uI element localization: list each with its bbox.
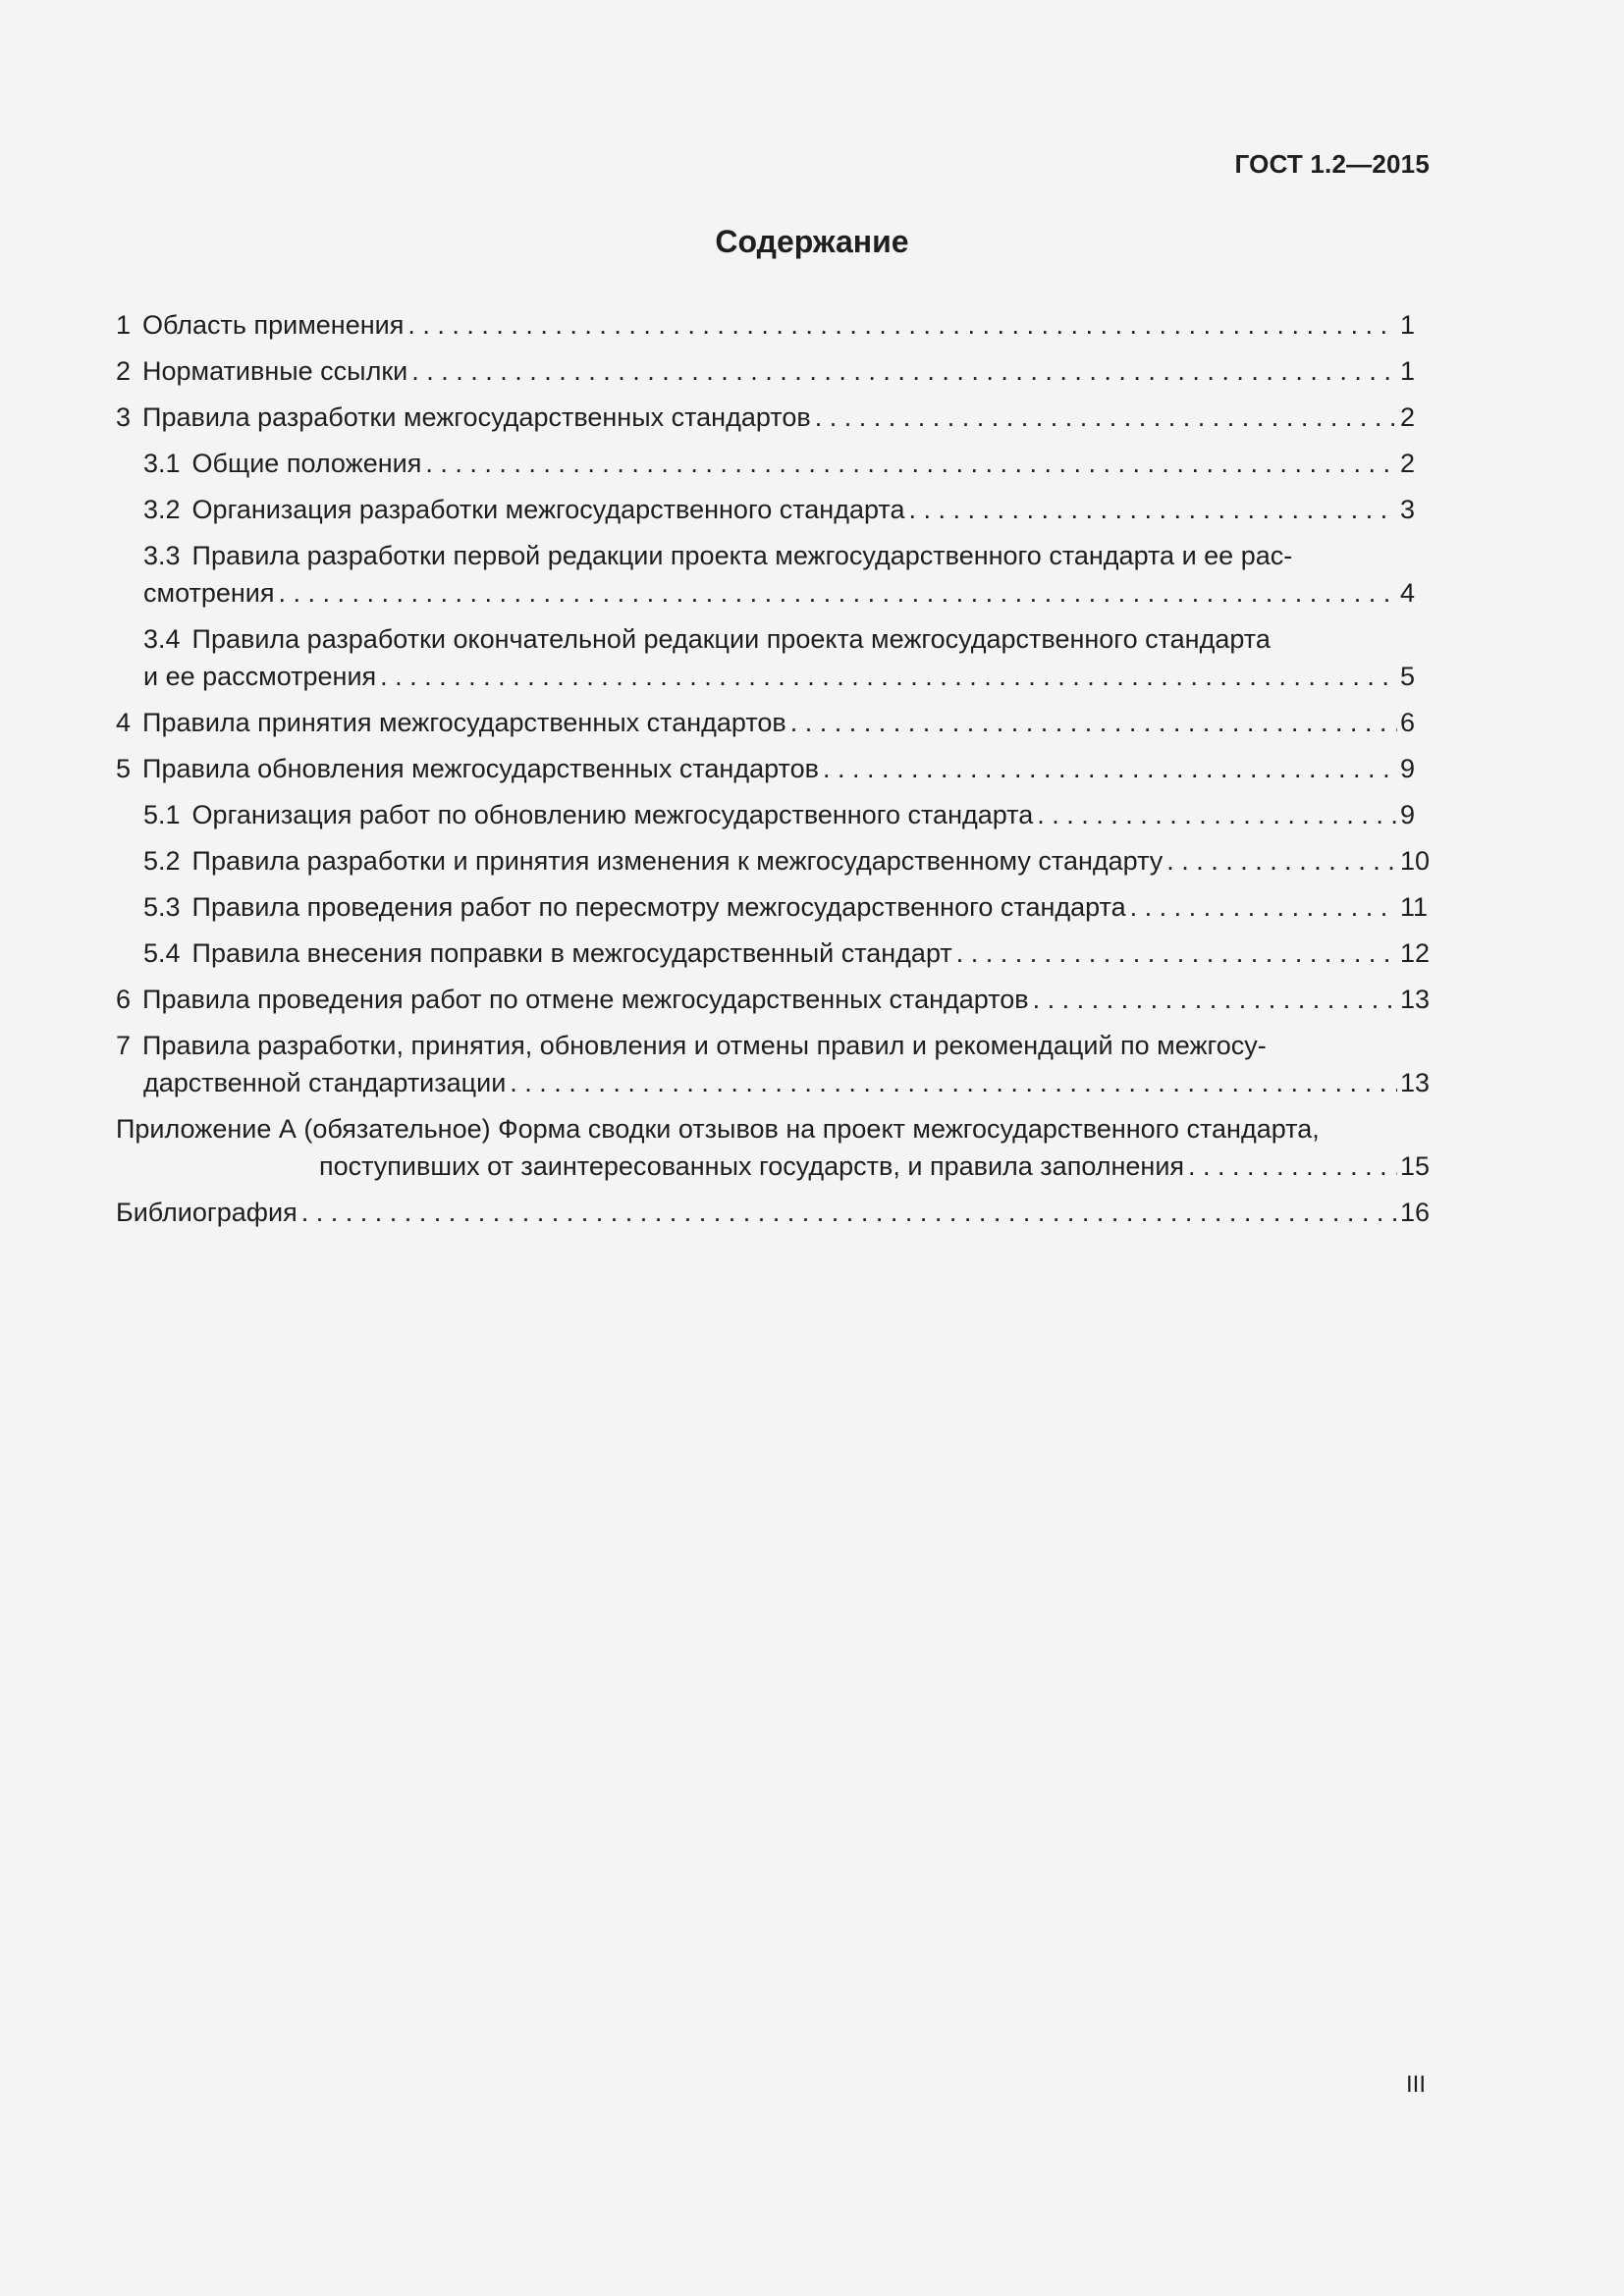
toc-entry-page: 1 bbox=[1400, 356, 1416, 386]
toc-entry-5-3[interactable] bbox=[116, 888, 1430, 926]
toc-entry-title: Правила разработки и принятия изменения к межгосударственному стандарту bbox=[191, 846, 1164, 876]
leader-dots bbox=[956, 934, 1397, 972]
leader-dots bbox=[1166, 842, 1397, 880]
toc-entry-5-1[interactable] bbox=[116, 796, 1430, 833]
toc-entry-number: 3.4 bbox=[143, 624, 181, 654]
toc-entry-4[interactable] bbox=[116, 704, 1430, 741]
toc-entry-page: 12 bbox=[1399, 938, 1430, 968]
toc-entry-title-line: Правила разработки окончательной редакции проекта межгосударственного стандарта bbox=[191, 624, 1271, 654]
toc-entry-number: 5.4 bbox=[143, 938, 181, 968]
toc-entry-title: Правила принятия межгосударственных стандартов bbox=[142, 708, 786, 737]
toc-entry-page: 10 bbox=[1399, 846, 1430, 876]
toc-entry-page: 9 bbox=[1400, 800, 1416, 829]
toc-entry-bibliography[interactable] bbox=[116, 1194, 1430, 1231]
toc-entry-page: 2 bbox=[1400, 402, 1416, 432]
toc-entry-number: 6 bbox=[116, 985, 132, 1014]
toc-entry-page: 13 bbox=[1399, 1068, 1430, 1097]
toc-entry-6[interactable] bbox=[116, 981, 1430, 1018]
toc-entry-number: 5.2 bbox=[143, 846, 181, 876]
toc-entry-page: 6 bbox=[1400, 708, 1416, 737]
leader-dots bbox=[1188, 1148, 1397, 1185]
toc-entry-title: Правила внесения поправки в межгосударственный стандарт bbox=[191, 938, 952, 968]
toc-entry-number: 2 bbox=[116, 356, 132, 386]
toc-entry-number: 7 bbox=[116, 1031, 132, 1060]
toc-entry-title-cont: и ее рассмотрения bbox=[143, 662, 377, 691]
document-code: ГОСТ 1.2—2015 bbox=[1234, 149, 1430, 179]
leader-dots bbox=[1037, 796, 1397, 833]
toc-entry-page: 2 bbox=[1400, 449, 1416, 478]
toc-entry-page: 9 bbox=[1400, 754, 1416, 783]
toc-entry-title: Правила обновления межгосударственных стандартов bbox=[142, 754, 819, 783]
toc-entry-page: 11 bbox=[1400, 892, 1429, 922]
toc-entry-title-cont: смотрения bbox=[143, 578, 275, 608]
toc-entry-title-line: Правила разработки первой редакции проекта межгосударственного стандарта и ее рас- bbox=[191, 541, 1293, 570]
toc-entry-1[interactable] bbox=[116, 306, 1430, 344]
toc-entry-title: Нормативные ссылки bbox=[142, 356, 408, 386]
toc-entry-title-cont: дарственной стандартизации bbox=[143, 1068, 507, 1097]
toc-entry-2[interactable] bbox=[116, 352, 1430, 390]
toc-entry-3-4[interactable] bbox=[116, 620, 1430, 695]
toc-entry-page: 3 bbox=[1400, 495, 1416, 524]
leader-dots bbox=[823, 750, 1397, 787]
toc-entry-number: 4 bbox=[116, 708, 132, 737]
toc-entry-number: 5.1 bbox=[143, 800, 181, 829]
leader-dots bbox=[790, 704, 1397, 741]
leader-dots bbox=[425, 445, 1397, 482]
leader-dots bbox=[1033, 981, 1397, 1018]
leader-dots bbox=[411, 352, 1397, 390]
toc-entry-page: 16 bbox=[1399, 1198, 1430, 1227]
toc-entry-page: 15 bbox=[1399, 1151, 1430, 1181]
toc-entry-title: Правила разработки межгосударственных стандартов bbox=[142, 402, 811, 432]
toc-entry-3-2[interactable] bbox=[116, 491, 1430, 528]
toc-entry-appendix-a[interactable] bbox=[116, 1110, 1430, 1185]
toc-entry-3-1[interactable] bbox=[116, 445, 1430, 482]
toc-entry-number: 3.3 bbox=[143, 541, 181, 570]
toc-entry-page: 1 bbox=[1400, 310, 1416, 340]
leader-dots bbox=[815, 399, 1397, 436]
toc-entry-title: Библиография bbox=[116, 1198, 298, 1227]
toc-entry-title-line: Правила разработки, принятия, обновления и отмены правил и рекомендаций по межгосу- bbox=[142, 1031, 1267, 1060]
toc-entry-page: 4 bbox=[1400, 578, 1416, 608]
toc-entry-title: Организация разработки межгосударственного стандарта bbox=[191, 495, 905, 524]
leader-dots bbox=[1130, 888, 1397, 926]
toc-entry-number: 5 bbox=[116, 754, 132, 783]
toc-entry-number: 5.3 bbox=[143, 892, 181, 922]
toc-entry-title: Организация работ по обновлению межгосударственного стандарта bbox=[191, 800, 1034, 829]
toc-entry-page: 13 bbox=[1399, 985, 1430, 1014]
leader-dots bbox=[407, 306, 1397, 344]
toc-entry-3[interactable] bbox=[116, 399, 1430, 436]
toc-entry-page: 5 bbox=[1400, 662, 1416, 691]
toc-entry-title-line: Приложение А (обязательное) Форма сводки отзывов на проект межгосударственного стандарта, bbox=[116, 1114, 1320, 1144]
toc-entry-number: 1 bbox=[116, 310, 132, 340]
toc-entry-3-3[interactable] bbox=[116, 537, 1430, 612]
toc-entry-title: Область применения bbox=[142, 310, 405, 340]
toc-title: Содержание bbox=[715, 224, 909, 259]
toc-entry-5-2[interactable] bbox=[116, 842, 1430, 880]
leader-dots bbox=[279, 574, 1398, 612]
toc-entry-number: 3.2 bbox=[143, 495, 181, 524]
toc-entry-5[interactable] bbox=[116, 750, 1430, 787]
leader-dots bbox=[908, 491, 1397, 528]
toc-entry-number: 3.1 bbox=[143, 449, 181, 478]
leader-dots bbox=[301, 1194, 1397, 1231]
toc-entry-number: 3 bbox=[116, 402, 132, 432]
toc-entry-title: Правила проведения работ по отмене межгосударственных стандартов bbox=[142, 985, 1029, 1014]
table-of-contents bbox=[116, 306, 1430, 1240]
leader-dots bbox=[510, 1064, 1397, 1101]
leader-dots bbox=[380, 658, 1397, 695]
toc-entry-title: Правила проведения работ по пересмотру межгосударственного стандарта bbox=[191, 892, 1126, 922]
toc-entry-title: Общие положения bbox=[191, 449, 422, 478]
page-number: III bbox=[1405, 2071, 1426, 2098]
toc-entry-5-4[interactable] bbox=[116, 934, 1430, 972]
toc-entry-7[interactable] bbox=[116, 1027, 1430, 1101]
toc-entry-title-cont: поступивших от заинтересованных государств, и правила заполнения bbox=[319, 1151, 1185, 1181]
